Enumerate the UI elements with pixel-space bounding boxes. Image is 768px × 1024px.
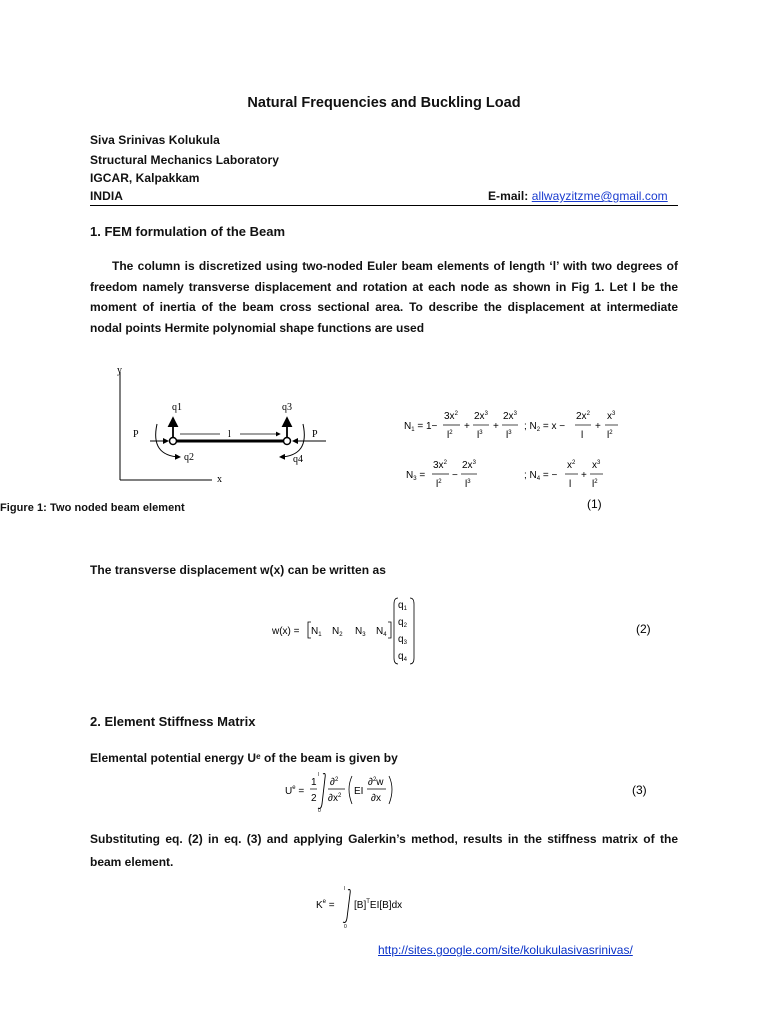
transverse-displacement-text: The transverse displacement w(x) can be written as <box>90 563 386 577</box>
section2-heading: 2. Element Stiffness Matrix <box>90 714 256 729</box>
paper-title: Natural Frequencies and Buckling Load <box>247 95 521 111</box>
svg-text:l3: $l^3$ <box>477 430 483 441</box>
dof-q1: q1 <box>172 402 182 413</box>
author-country: INDIA <box>90 189 123 203</box>
equation-number-1: (1) <box>587 497 602 511</box>
figure-caption: Figure 1: Two noded beam element <box>0 502 185 514</box>
svg-text:l: l <box>318 772 320 778</box>
footer-website-link[interactable]: http://sites.google.com/site/kolukulasivasrinivas/ <box>378 943 633 957</box>
svg-text:x2: $x^2$ <box>567 460 576 471</box>
dof-q4: q4 <box>293 454 303 465</box>
section1-heading: 1. FEM formulation of the Beam <box>90 224 286 239</box>
svg-text:x3: $x^3$ <box>607 411 616 422</box>
dof-q2: q2 <box>184 452 194 463</box>
svg-text:+: + <box>581 470 587 481</box>
svg-text:N4: $N_4$ <box>376 626 387 638</box>
svg-text:x3: $x^3$ <box>592 460 601 471</box>
svg-text:+: + <box>595 421 601 432</box>
y-axis-label: y <box>117 365 122 376</box>
svg-text:∂2: ∂$^2$ <box>330 777 339 788</box>
length-label: l <box>228 429 231 440</box>
email-block <box>488 188 668 204</box>
stiffness-matrix-equation <box>314 884 414 930</box>
svg-text:N1 = 1−: $N_1 = 1-$ <box>404 421 438 433</box>
svg-text:∂2w: ∂$^2$w <box>368 777 384 788</box>
svg-text:l: l <box>569 479 572 490</box>
shape-functions-equation <box>400 405 640 497</box>
svg-text:∂x: ∂x <box>371 793 381 804</box>
displacement-equation <box>270 594 430 668</box>
svg-text:Ke =: $K^e$ = <box>316 899 335 911</box>
load-p-left: P <box>133 429 139 440</box>
header-rule <box>90 205 678 206</box>
svg-text:l2: $l^2$ <box>607 430 613 441</box>
svg-text:l3: $l^3$ <box>465 479 471 490</box>
svg-text:q4: $q_4$ <box>398 651 407 663</box>
svg-text:N3: $N_3$ <box>355 626 366 638</box>
author-institute: IGCAR, Kalpakkam <box>90 171 200 185</box>
svg-text:l2: $l^2$ <box>436 479 442 490</box>
email-label: E-mail: <box>488 189 529 203</box>
svg-text:w(x) =: w(x) = <box>272 626 300 637</box>
svg-text:l: l <box>581 430 584 441</box>
svg-text:+: + <box>464 421 470 432</box>
svg-text:N2: $N_2$ <box>332 626 343 638</box>
svg-text:2x3: $2x^3$ <box>462 460 476 471</box>
svg-text:3x2: $3x^2$ <box>433 460 447 471</box>
svg-text:l2: $l^2$ <box>592 479 598 490</box>
svg-text:l3: $l^3$ <box>506 430 512 441</box>
svg-text:EI: EI <box>354 786 364 797</box>
svg-text:2x3: $2x^3$ <box>474 411 488 422</box>
x-axis-label: x <box>217 474 222 485</box>
svg-text:3x2: $3x^2$ <box>444 411 458 422</box>
svg-text:[B]TEI[B]dx: $[B]^TEI[B]dx$ <box>354 899 403 911</box>
svg-text:0: 0 <box>344 924 347 930</box>
svg-text:0: 0 <box>318 808 321 814</box>
svg-text:∂x2: $\partial x^2$ <box>328 793 342 804</box>
dof-q3: q3 <box>282 402 292 413</box>
svg-text:2x2: $2x^2$ <box>576 411 590 422</box>
substitution-paragraph: Substituting eq. (2) in eq. (3) and applying Galerkin’s method, results in the stiffness matrix of the beam element. <box>90 832 678 869</box>
svg-text:l: l <box>344 886 346 892</box>
svg-text:q2: $q_2$ <box>398 617 407 629</box>
load-p-right: P <box>312 429 318 440</box>
svg-text:2x3: $2x^3$ <box>503 411 517 422</box>
potential-energy-text: Elemental potential energy Uᵉ of the beam is given by <box>90 751 398 765</box>
svg-text:2: 2 <box>311 793 317 804</box>
svg-text:N3 =: $N_3$ = <box>406 470 426 482</box>
author-name: Siva Srinivas Kolukula <box>90 133 220 147</box>
svg-text:1: 1 <box>311 777 317 788</box>
email-link[interactable]: allwayzitzme@gmail.com <box>531 189 668 203</box>
svg-text:q1: $q_1$ <box>398 600 407 612</box>
equation-number-2: (2) <box>636 622 651 636</box>
equation-number-3: (3) <box>632 783 647 797</box>
section1-paragraph: The column is discretized using two-noded Euler beam elements of length ‘l’ with two degrees of freedom namely transverse displacement and rotation at each node as shown in Fig 1. Let I be the moment of inertia of the beam cross sectional area. To describe the displacement at intermediate nodal points Hermite polynomial shape functions are used <box>90 259 678 335</box>
author-lab: Structural Mechanics Laboratory <box>90 153 279 167</box>
svg-text:−: − <box>452 470 458 481</box>
svg-text:Ue =: $U^e$ = <box>285 785 305 797</box>
svg-text:; N4 = −: ; $N_4$ = − <box>524 470 558 482</box>
svg-text:N1: $N_1$ <box>311 626 322 638</box>
beam-element-figure <box>100 360 340 490</box>
svg-text:+: + <box>493 421 499 432</box>
svg-text:l2: $l^2$ <box>447 430 453 441</box>
potential-energy-equation <box>283 768 413 814</box>
svg-text:; N2 = x −: ; $N_2 = x$ − <box>524 421 566 433</box>
svg-text:q3: $q_3$ <box>398 634 407 646</box>
